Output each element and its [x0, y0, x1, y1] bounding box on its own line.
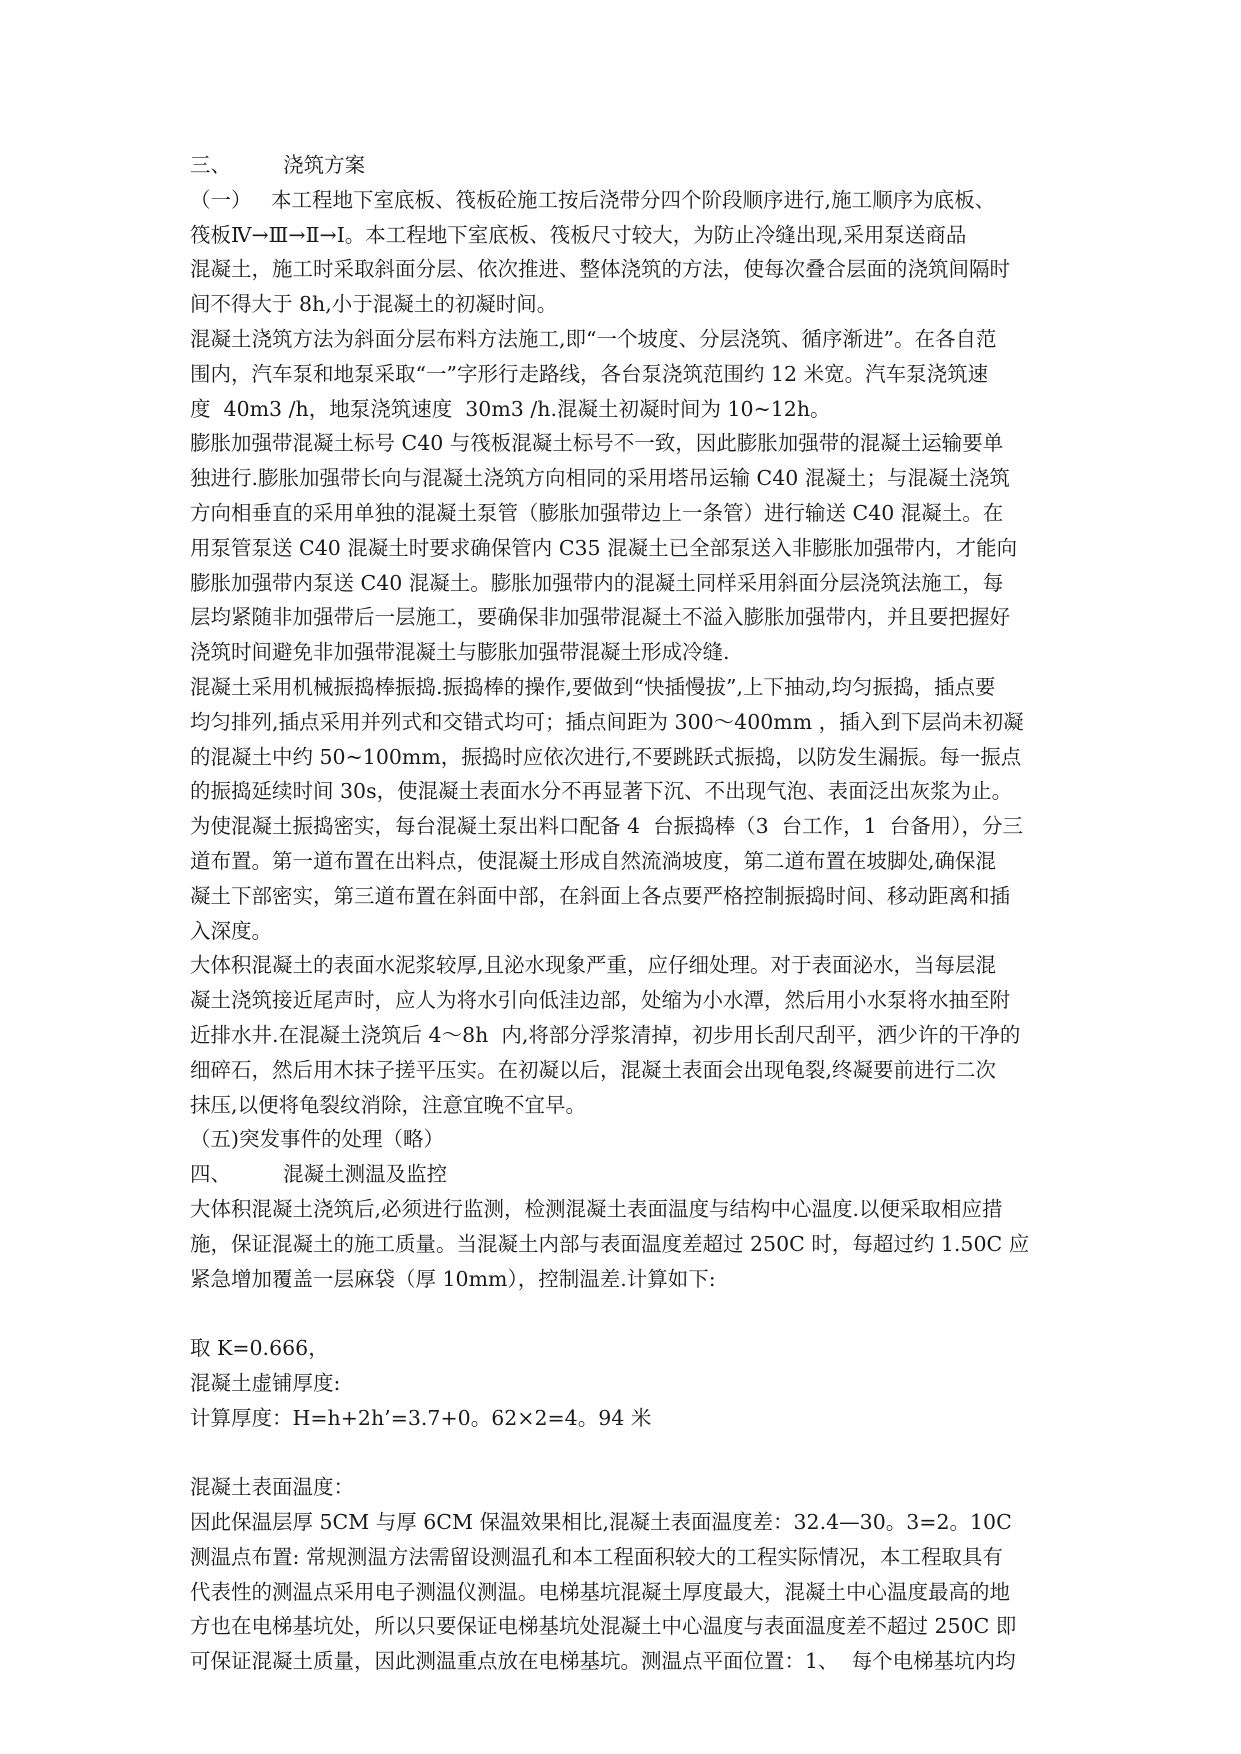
- blank-line: [190, 1296, 1070, 1331]
- paragraph-line: 紧急增加覆盖一层麻袋（厚 10mm），控制温差.计算如下:: [190, 1266, 716, 1291]
- paragraph-line: 大体积混凝土的表面水泥浆较厚,且泌水现象严重，应仔细处理。对于表面泌水，当每层混: [190, 953, 997, 978]
- paragraph-line: 筏板Ⅳ→Ⅲ→Ⅱ→Ⅰ。本工程地下室底板、筏板尺寸较大，为防止冷缝出现,采用泵送商品: [190, 222, 967, 247]
- paragraph-line: 混凝土表面温度：: [190, 1475, 354, 1500]
- formula-line: 取 K=0.666，: [190, 1336, 329, 1361]
- paragraph-line: 围内，汽车泵和地泵采取“一”字形行走路线，各台泵浇筑范围约 12 米宽。汽车泵浇筑速: [190, 361, 989, 386]
- paragraph-line: 均匀排列,插点采用并列式和交错式均可；插点间距为 300～400mm ，插入到下层尚未初凝: [190, 709, 1024, 734]
- paragraph-line: 膨胀加强带内泵送 C40 混凝土。膨胀加强带内的混凝土同样采用斜面分层浇筑法施工，每: [190, 570, 1004, 595]
- paragraph-line: 施，保证混凝土的施工质量。当混凝土内部与表面温度差超过 250C 时，每超过约 1.50C 应: [190, 1231, 1030, 1256]
- paragraph-line: 混凝土采用机械振捣棒振捣.振捣棒的操作,要做到“快插慢拔”,上下抽动,均匀振捣，插点要: [190, 674, 996, 699]
- paragraph-line: 测温点布置: 常规测温方法需留设测温孔和本工程面积较大的工程实际情况，本工程取具有: [190, 1544, 1003, 1569]
- paragraph-line: 因此保温层厚 5CM 与厚 6CM 保温效果相比,混凝土表面温度差：32.4—30。3=2。10C: [190, 1510, 1012, 1535]
- paragraph-line: 方也在电梯基坑处，所以只要保证电梯基坑处混凝土中心温度与表面温度差不超过 250C 即: [190, 1614, 1017, 1639]
- formula-line: 混凝土虚铺厚度:: [190, 1370, 341, 1395]
- document-body: [190, 148, 1070, 1679]
- paragraph-line: 用泵管泵送 C40 混凝土时要求确保管内 C35 混凝土已全部泵送入非膨胀加强带内，才能向: [190, 535, 1018, 560]
- paragraph-line: 层均紧随非加强带后一层施工，要确保非加强带混凝土不溢入膨胀加强带内，并且要把握好: [190, 605, 1010, 630]
- paragraph-line: 方向相垂直的采用单独的混凝土泵管（膨胀加强带边上一条管）进行输送 C40 混凝土。在: [190, 500, 1004, 525]
- paragraph-line: 间不得大于 8h,小于混凝土的初凝时间。: [190, 292, 558, 317]
- paragraph-line: 近排水井.在混凝土浇筑后 4～8h 内,将部分浮浆清掉，初步用长刮尺刮平，洒少许的干净的: [190, 1022, 1021, 1047]
- paragraph-line: 凝土浇筑接近尾声时，应人为将水引向低洼边部，处缩为小水潭，然后用小水泵将水抽至附: [190, 988, 1010, 1013]
- blank-line: [190, 1435, 1070, 1470]
- paragraph-line: 独进行.膨胀加强带长向与混凝土浇筑方向相同的采用塔吊运输 C40 混凝土；与混凝土浇筑: [190, 466, 1010, 491]
- formula-line: 计算厚度：H=h+2h’=3.7+0。62×2=4。94 米: [190, 1405, 652, 1430]
- paragraph-line: 可保证混凝土质量，因此测温重点放在电梯基坑。测温点平面位置：1、 每个电梯基坑内均: [190, 1649, 1016, 1674]
- paragraph-line: 道布置。第一道布置在出料点，使混凝土形成自然流淌坡度，第二道布置在坡脚处,确保混: [190, 848, 997, 873]
- paragraph-line: 的振捣延续时间 30s，使混凝土表面水分不再显著下沉、不出现气泡、表面泛出灰浆为止。: [190, 779, 1013, 804]
- paragraph-line: 入深度。: [190, 918, 272, 943]
- paragraph-line: 凝土下部密实，第三道布置在斜面中部，在斜面上各点要严格控制振捣时间、移动距离和插: [190, 883, 1010, 908]
- paragraph-line: （一） 本工程地下室底板、筏板砼施工按后浇带分四个阶段顺序进行,施工顺序为底板、: [190, 187, 996, 212]
- paragraph-line: 混凝土，施工时采取斜面分层、依次推进、整体浇筑的方法，使每次叠合层面的浇筑间隔时: [190, 257, 1010, 282]
- paragraph-line: 大体积混凝土浇筑后,必须进行监测，检测混凝土表面温度与结构中心温度.以便采取相应措: [190, 1196, 1003, 1221]
- paragraph-line: 抹压,以便将龟裂纹消除，注意宜晚不宜早。: [190, 1092, 587, 1117]
- paragraph-line: 的混凝土中约 50~100mm，振捣时应依次进行,不要跳跃式振捣，以防发生漏振。每一振点: [190, 744, 1022, 769]
- paragraph-line: 为使混凝土振捣密实，每台混凝土泵出料口配备 4 台振捣棒（3 台工作，1 台备用），分三: [190, 814, 1023, 839]
- section-heading-pouring-plan: 三、 浇筑方案: [190, 153, 366, 177]
- section-heading-temperature-monitoring: 四、 混凝土测温及监控: [190, 1162, 448, 1187]
- paragraph-line: 度 40m3 /h，地泵浇筑速度 30m3 /h.混凝土初凝时间为 10~12h。: [190, 396, 831, 421]
- paragraph-line: 细碎石，然后用木抹子搓平压实。在初凝以后，混凝土表面会出现龟裂,终凝要前进行二次: [190, 1057, 997, 1082]
- paragraph-line: 膨胀加强带混凝土标号 C40 与筏板混凝土标号不一致，因此膨胀加强带的混凝土运输要单: [190, 431, 1004, 456]
- paragraph-line: 浇筑时间避免非加强带混凝土与膨胀加强带混凝土形成冷缝.: [190, 640, 730, 665]
- paragraph-line: 代表性的测温点采用电子测温仪测温。电梯基坑混凝土厚度最大，混凝土中心温度最高的地: [190, 1579, 1010, 1604]
- paragraph-line: 混凝土浇筑方法为斜面分层布料方法施工,即“一个坡度、分层浇筑、循序渐进”。在各自范: [190, 326, 997, 351]
- subsection-heading-emergency: （五)突发事件的处理（略）: [190, 1127, 444, 1152]
